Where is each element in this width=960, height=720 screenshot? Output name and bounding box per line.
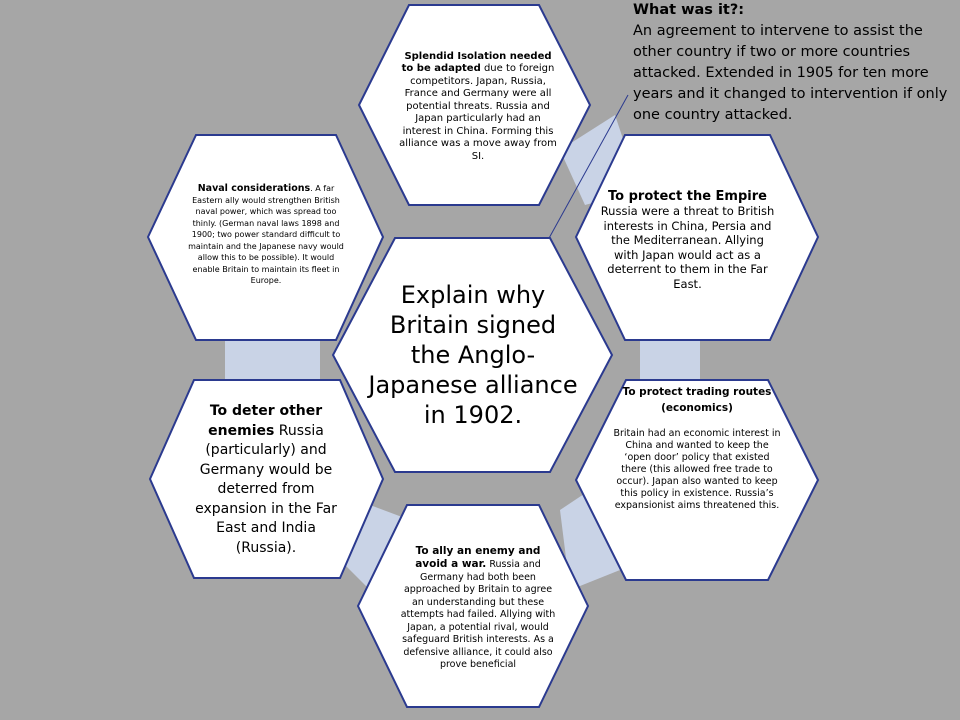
top-hex-heading: Splendid Isolation needed to be adapted — [401, 50, 552, 75]
note-body: An agreement to intervene to assist the other country if two or more countries attacked. Extended in 1905 for ten more years and it changed to intervention if only one country attacked. — [633, 23, 948, 123]
top-hex-body: due to foreign competitors. Japan, Russia, France and Germany were all potential threats. Russia and Japan particularly had an interest in China. Forming this alliance was a move away from SI. — [399, 63, 557, 162]
lower-right-hex-body: Britain had an economic interest in China and wanted to keep the ‘open door’ policy that existed there (this allowed free trade to occur). Japan also wanted to keep this policy in existence. Russia’s expansionist aims threatened this. — [613, 428, 781, 511]
bottom-hex-body: Russia and Germany had both been approached by Britain to agree an understanding but these attempts had failed. Allying with Japan, a potential rival, would safeguard British interests. As a defensive alliance, it could also prove beneficial — [400, 559, 556, 670]
lower-right-hex — [612, 384, 782, 578]
lower-left-hex-body: Russia (particularly) and Germany would be deterred from expansion in the Far East and India (Russia). — [195, 422, 337, 556]
definition-note — [633, 0, 953, 126]
upper-right-hex-body: Russia were a threat to British interests in China, Persia and the Mediterranean. Allying with Japan would act as a deterrent to them in the Far East. — [600, 204, 775, 291]
lower-right-hex-heading: To protect trading routes (economics) — [622, 386, 772, 414]
note-title: What was it?: — [633, 2, 745, 18]
upper-left-hex-body: . A far Eastern ally would strengthen British naval power, which was spread too thinly. (German naval laws 1898 and 1900; two power standard difficult to maintain and the Japanese navy would allow this to be possible). It would enable Britain to maintain its fleet in Europe. — [188, 184, 344, 286]
upper-right-hex — [600, 150, 775, 330]
lower-left-hex — [185, 385, 347, 575]
upper-right-hex-heading: To protect the Empire — [608, 188, 767, 204]
bottom-hex-heading: To ally an enemy and avoid a war. — [415, 544, 541, 570]
lower-left-hex-heading: To deter other enemies — [208, 403, 323, 439]
upper-left-hex — [186, 160, 346, 310]
center-title: Explain why Britain signed the Anglo-Japanese alliance in 1902. — [368, 281, 578, 429]
bottom-hex — [400, 520, 556, 696]
top-hex — [398, 14, 558, 200]
center-hex — [368, 238, 578, 472]
upper-left-hex-heading: Naval considerations — [197, 183, 311, 195]
